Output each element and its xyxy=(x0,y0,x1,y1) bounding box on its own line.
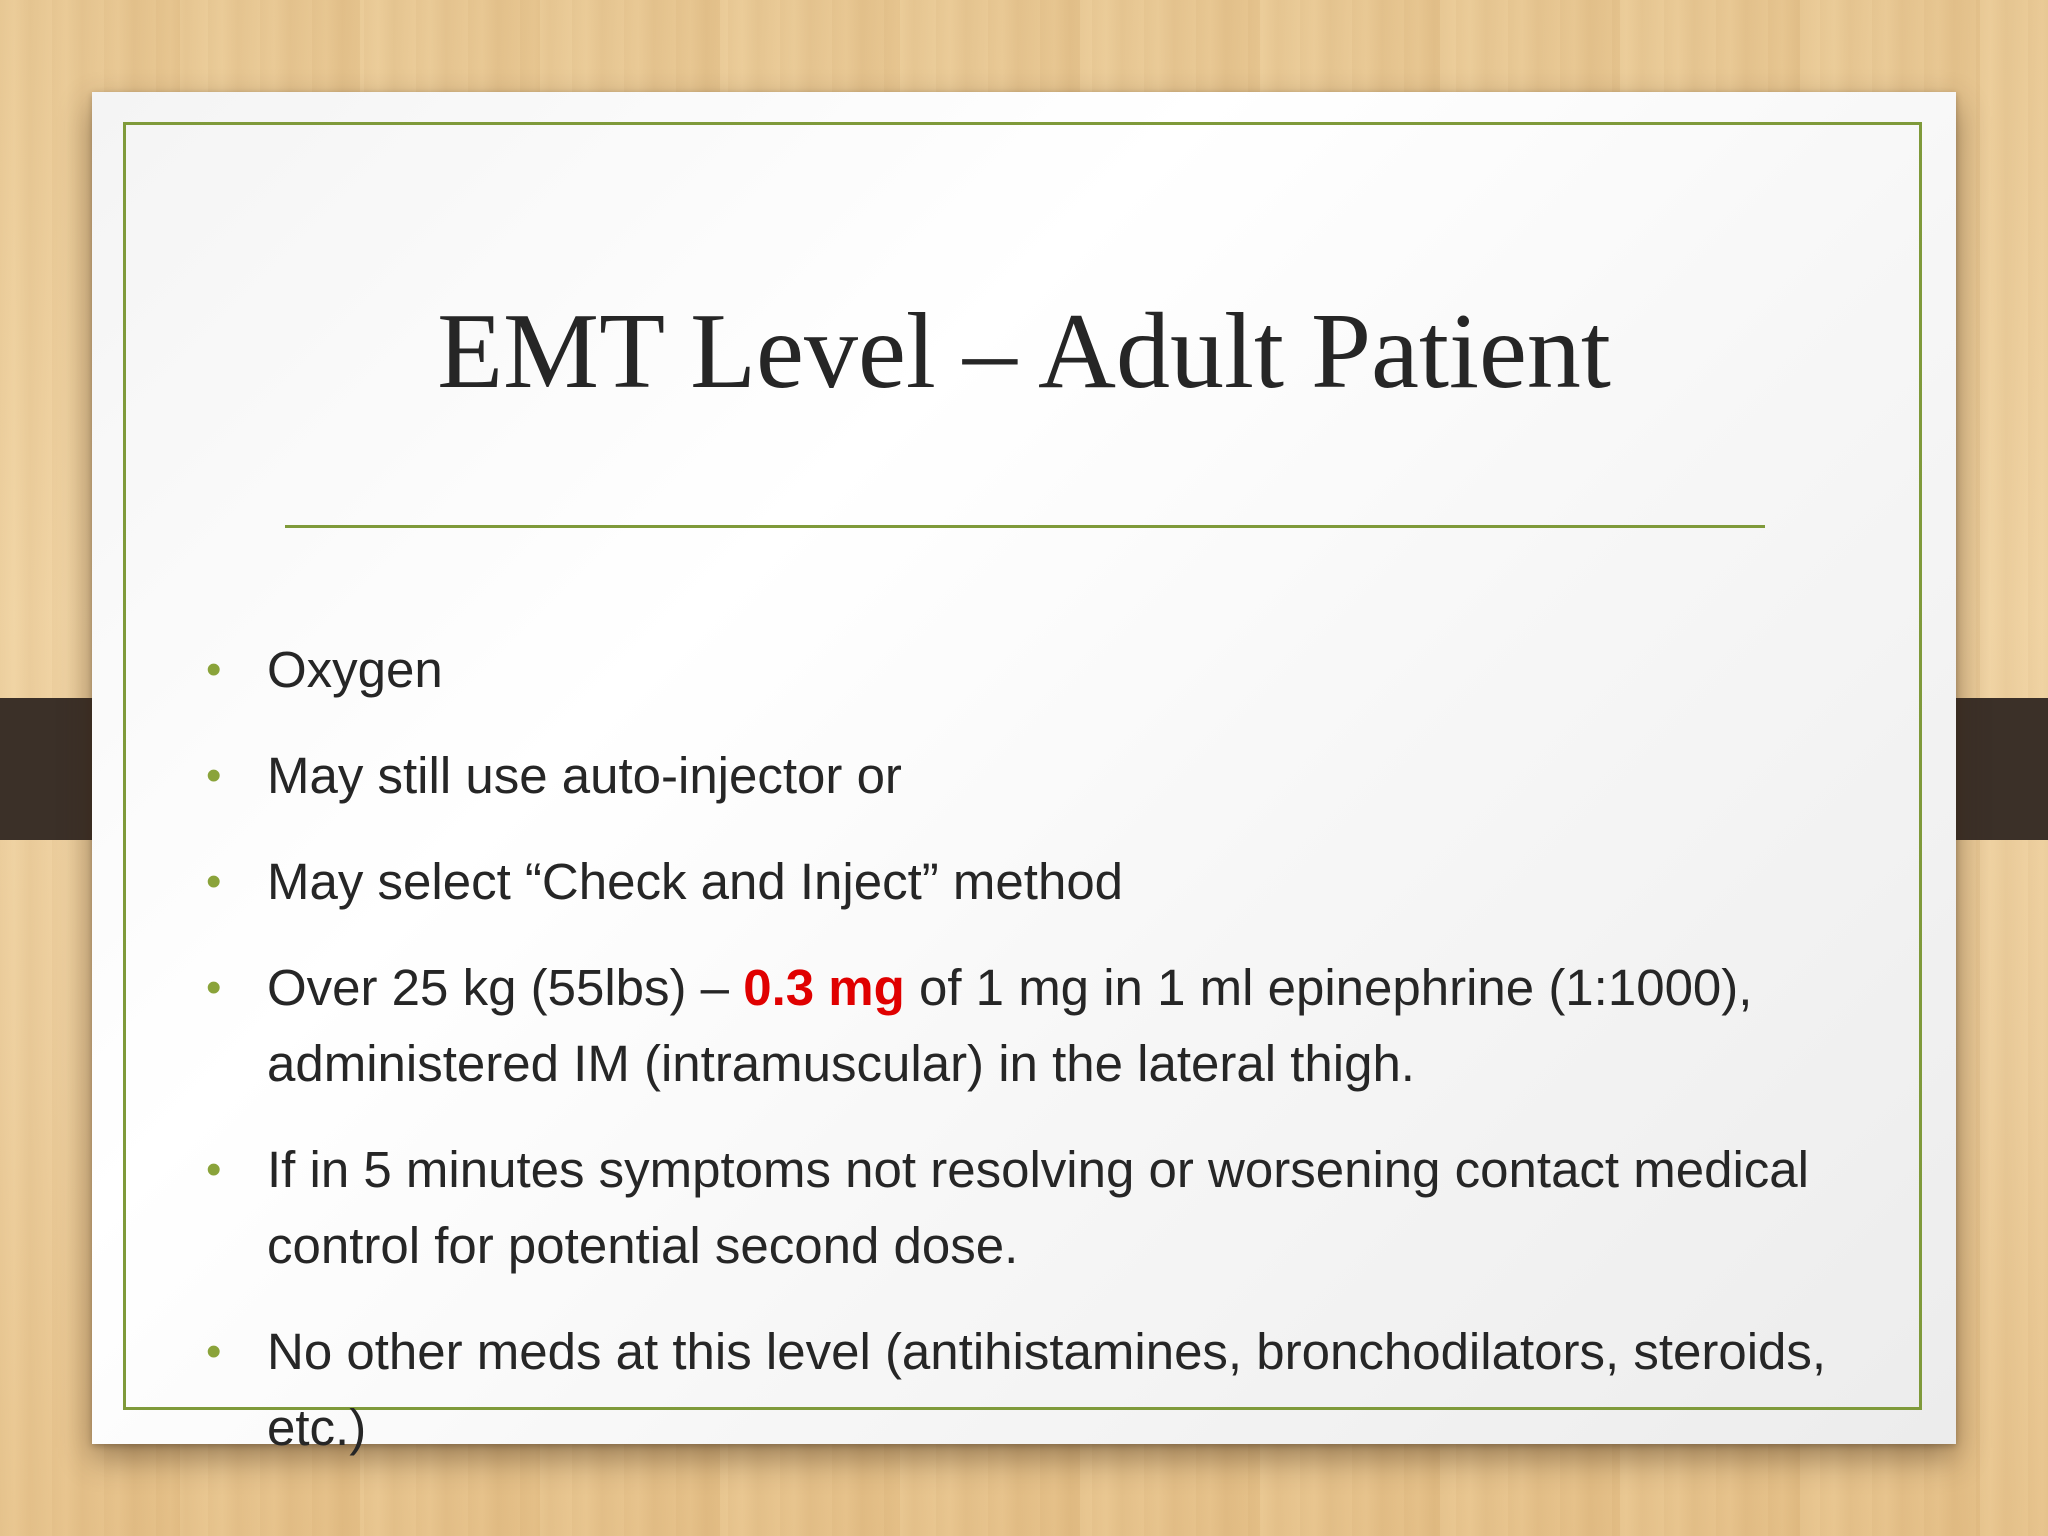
bullet-dot-icon: • xyxy=(206,645,222,694)
bullet-item xyxy=(202,738,1902,814)
bullet-list xyxy=(202,632,1902,1496)
bullet-dot-icon: • xyxy=(206,1327,222,1376)
title-divider xyxy=(285,525,1765,528)
bullet-text: No other meds at this level (antihistamines, bronchodilators, steroids, etc.) xyxy=(267,1323,1827,1456)
bullet-text-after: of 1 mg in 1 ml epinephrine (1:1000), administered IM (intramuscular) in the lateral thigh. xyxy=(267,959,1753,1092)
bullet-text: If in 5 minutes symptoms not resolving or worsening contact medical control for potential second dose. xyxy=(267,1141,1810,1274)
bullet-item xyxy=(202,1132,1902,1284)
bullet-item xyxy=(202,950,1902,1102)
bullet-item xyxy=(202,844,1902,920)
slide-title: EMT Level – Adult Patient xyxy=(437,292,1611,411)
dose-highlight: 0.3 mg xyxy=(743,959,905,1016)
bullet-dot-icon: • xyxy=(206,751,222,800)
bullet-dot-icon: • xyxy=(206,1145,222,1194)
bullet-item xyxy=(202,1314,1902,1466)
slide-card xyxy=(92,92,1956,1456)
bullet-dot-icon: • xyxy=(206,857,222,906)
bullet-item xyxy=(202,632,1902,708)
bullet-text: May still use auto-injector or xyxy=(267,747,902,804)
bullet-text: Oxygen xyxy=(267,641,443,698)
bullet-dot-icon: • xyxy=(206,963,222,1012)
bullet-text: May select “Check and Inject” method xyxy=(267,853,1124,910)
bullet-text-before: Over 25 kg (55lbs) – xyxy=(267,959,744,1016)
